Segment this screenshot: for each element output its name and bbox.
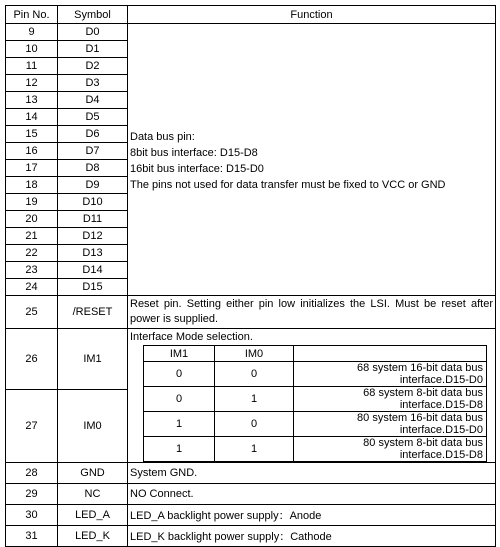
pin-symbol: D6: [58, 126, 128, 143]
pin-symbol: D5: [58, 109, 128, 126]
pin-number: 30: [6, 505, 58, 526]
pin-number: 13: [6, 92, 58, 109]
table-row: [6, 24, 496, 41]
table-row: [6, 463, 496, 484]
im0-value: 0: [215, 362, 294, 387]
table-row: [6, 484, 496, 505]
pin-function-table: [5, 5, 496, 547]
mode-column-header: [294, 346, 487, 362]
mode-description: 68 system 16-bit data bus interface.D15-D0: [294, 362, 487, 387]
pin-number: 17: [6, 160, 58, 177]
pin-number: 14: [6, 109, 58, 126]
function-line: 16bit bus interface: D15-D0: [130, 163, 264, 175]
pin-symbol: D3: [58, 75, 128, 92]
pin-number: 20: [6, 211, 58, 228]
pin-symbol: IM1: [58, 329, 128, 390]
pin-number: 29: [6, 484, 58, 505]
function-line: The pins not used for data transfer must be fixed to VCC or GND: [130, 179, 446, 191]
table-row: [6, 505, 496, 526]
pin-symbol: D14: [58, 262, 128, 279]
pin-symbol: /RESET: [58, 296, 128, 329]
pin-number: 19: [6, 194, 58, 211]
pin-symbol: D10: [58, 194, 128, 211]
pin-symbol: D15: [58, 279, 128, 296]
pin-function: LED_A backlight power supply：Anode: [128, 505, 496, 526]
pin-symbol: D8: [58, 160, 128, 177]
reset-function: Reset pin. Setting either pin low initializes the LSI. Must be reset after power is supplied.: [128, 296, 496, 329]
pin-table-container: [5, 5, 496, 543]
im0-value: 1: [215, 387, 294, 412]
header-function: Function: [128, 6, 496, 24]
pin-number: 31: [6, 526, 58, 547]
pin-number: 9: [6, 24, 58, 41]
function-line: 8bit bus interface: D15-D8: [130, 147, 258, 159]
pin-number: 16: [6, 143, 58, 160]
interface-mode-header: [144, 346, 487, 362]
pin-symbol: IM0: [58, 390, 128, 463]
pin-number: 15: [6, 126, 58, 143]
im1-column-header: IM1: [144, 346, 215, 362]
table-row-im1: [6, 329, 496, 390]
pin-symbol: D1: [58, 41, 128, 58]
table-header-row: [6, 6, 496, 24]
pin-number: 22: [6, 245, 58, 262]
header-symbol: Symbol: [58, 6, 128, 24]
pin-number: 28: [6, 463, 58, 484]
pin-number: 11: [6, 58, 58, 75]
pin-number: 18: [6, 177, 58, 194]
pin-function: NO Connect.: [128, 484, 496, 505]
table-row: [6, 526, 496, 547]
interface-mode-row: [144, 437, 487, 462]
pin-symbol: D9: [58, 177, 128, 194]
im0-value: 1: [215, 437, 294, 462]
pin-symbol: D7: [58, 143, 128, 160]
table-row-reset: [6, 296, 496, 329]
mode-description: 68 system 8-bit data bus interface.D15-D8: [294, 387, 487, 412]
function-line: Data bus pin:: [130, 131, 195, 143]
interface-mode-row: [144, 412, 487, 437]
im1-value: 1: [144, 437, 215, 462]
pin-symbol: NC: [58, 484, 128, 505]
pin-symbol: D2: [58, 58, 128, 75]
pin-number: 25: [6, 296, 58, 329]
pin-symbol: LED_K: [58, 526, 128, 547]
interface-mode-row: [144, 387, 487, 412]
pin-number: 27: [6, 390, 58, 463]
data-bus-function: [128, 24, 496, 296]
pin-function: LED_K backlight power supply：Cathode: [128, 526, 496, 547]
mode-description: 80 system 16-bit data bus interface.D15-D0: [294, 412, 487, 437]
im0-column-header: IM0: [215, 346, 294, 362]
header-pin-no: Pin No.: [6, 6, 58, 24]
pin-number: 23: [6, 262, 58, 279]
im1-value: 1: [144, 412, 215, 437]
pin-symbol: D13: [58, 245, 128, 262]
interface-mode-row: [144, 362, 487, 387]
interface-mode-title: Interface Mode selection.: [130, 331, 253, 343]
pin-number: 21: [6, 228, 58, 245]
interface-mode-function: [128, 329, 496, 463]
pin-symbol: D4: [58, 92, 128, 109]
pin-symbol: D11: [58, 211, 128, 228]
pin-number: 12: [6, 75, 58, 92]
pin-symbol: LED_A: [58, 505, 128, 526]
pin-number: 26: [6, 329, 58, 390]
im1-value: 0: [144, 362, 215, 387]
pin-symbol: GND: [58, 463, 128, 484]
pin-symbol: D12: [58, 228, 128, 245]
pin-function: System GND.: [128, 463, 496, 484]
im0-value: 0: [215, 412, 294, 437]
mode-description: 80 system 8-bit data bus interface.D15-D8: [294, 437, 487, 462]
interface-mode-table: [143, 345, 487, 462]
pin-number: 10: [6, 41, 58, 58]
im1-value: 0: [144, 387, 215, 412]
pin-number: 24: [6, 279, 58, 296]
pin-symbol: D0: [58, 24, 128, 41]
